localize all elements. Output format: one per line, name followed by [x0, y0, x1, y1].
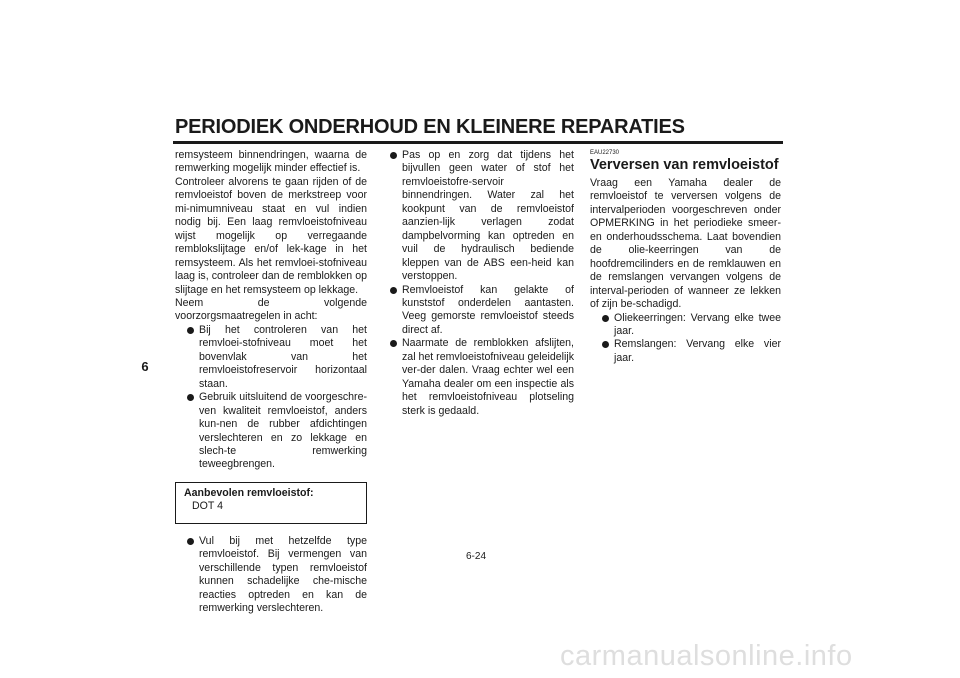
list-item-text: Naarmate de remblokken afslijten, zal het remvloeistofniveau geleidelijk ver-der dalen. Vraag echter wel een Yamaha dealer om een inspectie als het remvloeistofniveau plotseling sterk is gedaald.: [402, 337, 574, 417]
bullet-icon: [390, 152, 397, 159]
bullet-list: [175, 535, 367, 616]
list-item-text: Gebruik uitsluitend de voorgeschre-ven kwaliteit remvloeistof, anders kun-nen de rubber afdichtingen verslechteren en zo lekkage en slech-te remwerking teweegbrengen.: [199, 391, 367, 471]
section-heading: Verversen van remvloeistof: [590, 157, 779, 173]
column-middle: [390, 149, 574, 418]
page-number: 6-24: [466, 551, 487, 562]
list-item: [187, 324, 367, 391]
list-item-text: Bij het controleren van het remvloei-stofniveau moet het bovenvlak van het remvloeistofreservoir horizontaal staan.: [199, 323, 367, 390]
bullet-list: [390, 149, 574, 418]
spec-title: Aanbevolen remvloeistof:: [184, 486, 314, 499]
list-item: [390, 149, 574, 284]
column-right: [590, 149, 781, 365]
list-item: [390, 337, 574, 418]
paragraph: Controleer alvorens te gaan rijden of de remvloeistof boven de merkstreep voor mi-nimumniveau staat en vul indien nodig bij. Een laag remvloeistofniveau wijst mogelijk op verregaande remblokslijtage en/of lek-kage in het remsysteem. Als het remvloei-stofniveau laag is, controleer dan de remblokken op slijtage en het remsysteem op lekkage.: [175, 175, 367, 296]
bullet-icon: [187, 327, 194, 334]
bullet-icon: [602, 315, 609, 322]
page-title: PERIODIEK ONDERHOUD EN KLEINERE REPARATIES: [175, 116, 685, 138]
list-item: [602, 338, 781, 365]
bullet-list: [590, 312, 781, 366]
list-item-text: Pas op en zorg dat tijdens het bijvullen geen water of stof het remvloeistofre-servoir binnendringen. Water zal het kookpunt van de remvloeistof aanzien-lijk verlagen zodat dampbelvorming kan optreden en vuil de hydraulisch bediende kleppen van de ABS een-heid kan verstoppen.: [402, 149, 574, 283]
bullet-icon: [602, 341, 609, 348]
list-item-text: Remvloeistof kan gelakte of kunststof onderdelen aantasten. Veeg gemorste remvloeistof steeds direct af.: [402, 283, 574, 336]
title-rule: [173, 141, 783, 144]
column-left: [175, 149, 367, 616]
bullet-icon: [390, 340, 397, 347]
bullet-icon: [390, 287, 397, 294]
bullet-icon: [187, 538, 194, 545]
bullet-list: [175, 324, 367, 472]
list-item: [602, 312, 781, 339]
list-item: [187, 535, 367, 616]
paragraph: remsysteem binnendringen, waarna de remwerking mogelijk minder effectief is.: [175, 149, 367, 175]
bullet-icon: [187, 394, 194, 401]
spec-box: [175, 482, 367, 524]
reference-code: EAU22730: [590, 150, 620, 156]
list-item: [390, 284, 574, 338]
watermark: carmanualsonline.info: [560, 640, 853, 672]
paragraph: Vraag een Yamaha dealer de remvloeistof te verversen volgens de intervalperioden voorgeschreven onder OPMERKING in het periodieke smeer- en onderhoudsschema. Laat bovendien de olie-keerringen van de hoofdremcilinders en de remklauwen en de remslangen vervangen volgens de interval-perioden of wanneer ze lekken of zijn be-schadigd.: [590, 177, 781, 311]
chapter-tab: 6: [141, 359, 149, 374]
list-item: [187, 391, 367, 472]
list-item-text: Remslangen: Vervang elke vier jaar.: [614, 338, 781, 364]
paragraph: Neem de volgende voorzorgsmaatregelen in acht:: [175, 296, 367, 323]
list-item-text: Vul bij met hetzelfde type remvloeistof. Bij vermengen van verschillende typen remvloeistof kunnen schadelijke che-mische reacties optreden en kan de remwerking verslechteren.: [199, 534, 367, 615]
list-item-text: Oliekeerringen: Vervang elke twee jaar.: [614, 311, 781, 337]
spec-value: DOT 4: [192, 500, 224, 513]
